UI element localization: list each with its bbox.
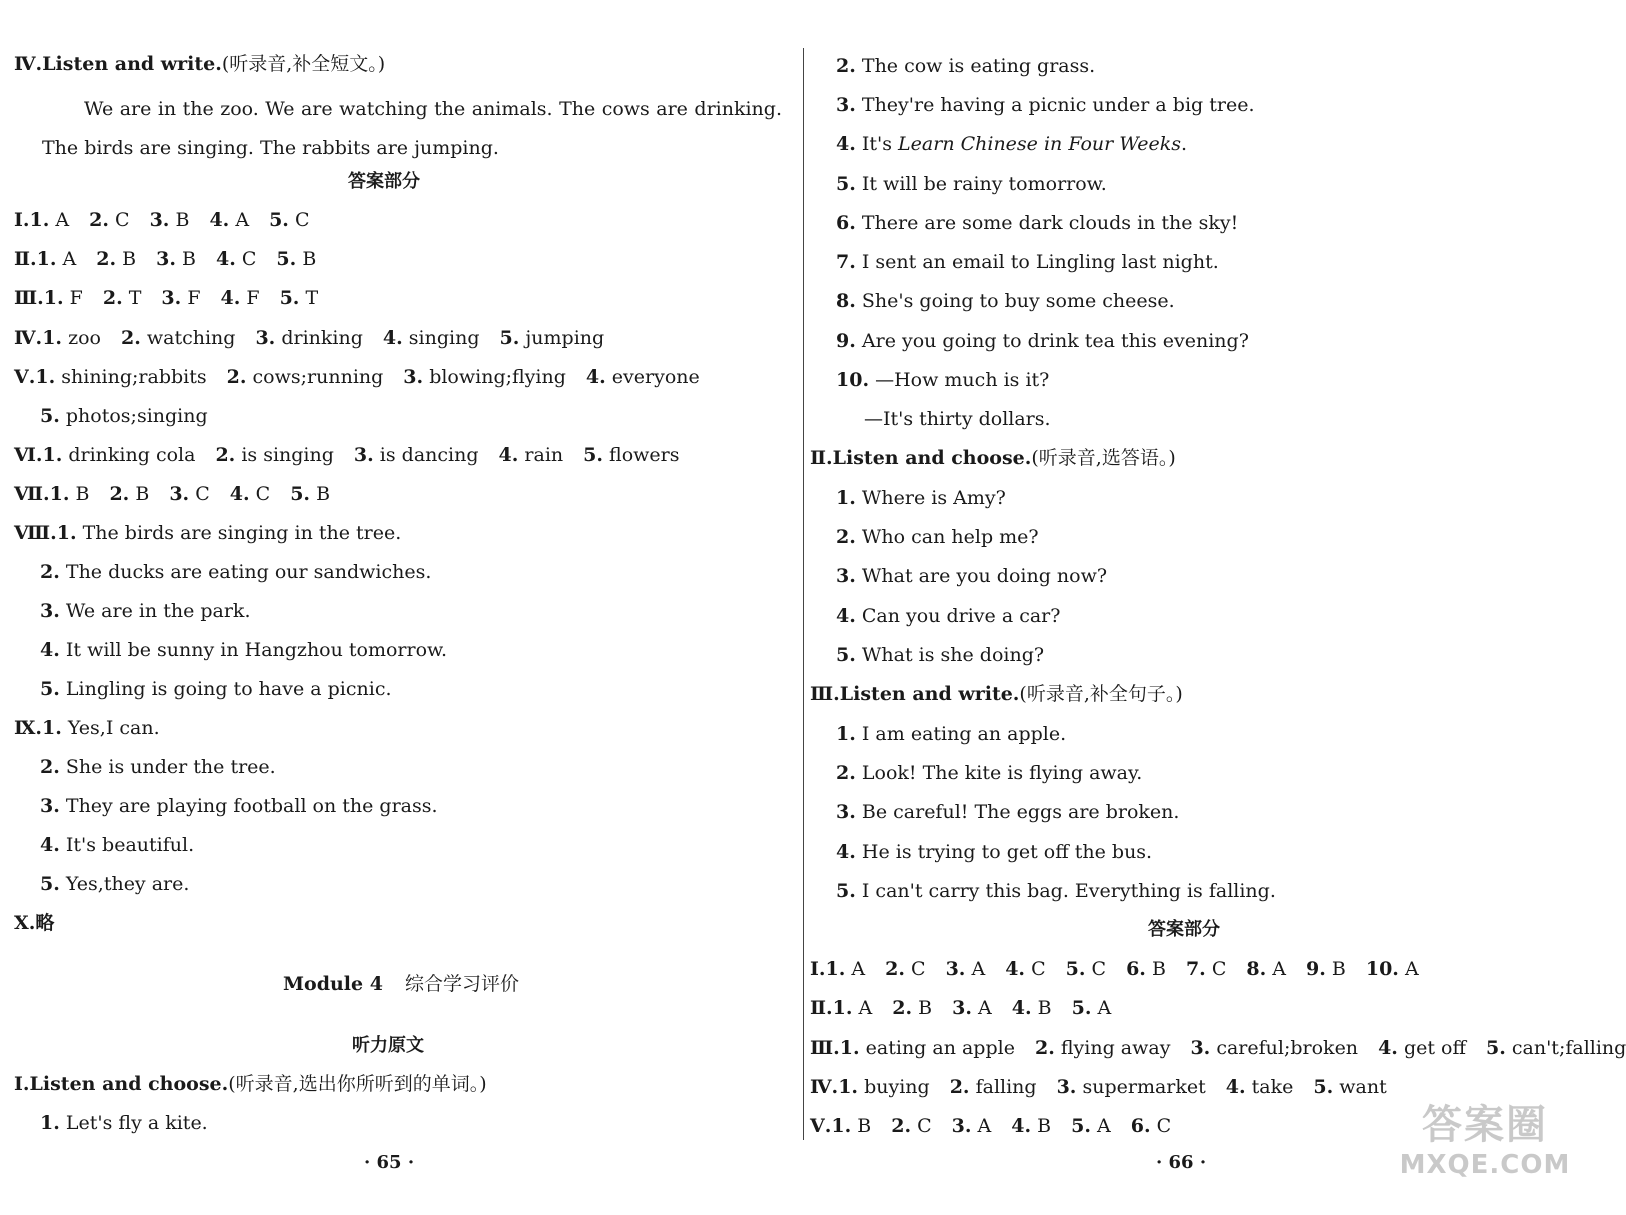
answer-line: 4. It will be sunny in Hangzhou tomorrow. (40, 639, 448, 661)
answer-number: 9. (1306, 958, 1326, 980)
answer-number: 1. (838, 1076, 859, 1098)
answer-value: A (1097, 1115, 1111, 1137)
answer-value: C (255, 483, 271, 505)
answer-number: 2. (949, 1076, 970, 1098)
roman-numeral: Ⅴ. (14, 366, 36, 388)
answer-number: 3. (255, 327, 276, 349)
listening-line: 1. Let's fly a kite. (40, 1112, 208, 1134)
answer-number: 3. (156, 248, 176, 270)
answer-value: photos;singing (65, 405, 208, 427)
answer-value: shining;rabbits (61, 366, 207, 388)
answer-number: 1. (42, 327, 63, 349)
listening-line: 3. They're having a picnic under a big tree. (836, 94, 1255, 116)
answer-number: 1. (42, 444, 63, 466)
listening-line: 10. —How much is it? (836, 369, 1050, 391)
answer-number: 5. (1313, 1076, 1334, 1098)
answer-number: 2. (892, 997, 913, 1019)
answer-number: 2. (215, 444, 236, 466)
listening-line: 7. I sent an email to Lingling last night. (836, 251, 1219, 273)
answer-value: C (917, 1115, 932, 1137)
answer-value: A (1404, 958, 1419, 980)
answer-value: B (182, 248, 196, 270)
answer-value: is dancing (379, 444, 479, 466)
listening-line: 9. Are you going to drink tea this evening? (836, 330, 1249, 352)
answer-value: B (175, 209, 190, 231)
answer-value: get off (1403, 1037, 1466, 1059)
answer-row (14, 286, 318, 310)
answer-number: 5. (1071, 997, 1092, 1019)
answer-value: jumping (525, 327, 605, 349)
answer-value: falling (975, 1076, 1037, 1098)
listening-line: 1. Where is Amy? (836, 487, 1006, 509)
answer-line: 5. Yes,they are. (40, 873, 190, 895)
roman-numeral: Ⅲ. (810, 1037, 840, 1059)
answer-value: C (911, 958, 926, 980)
answer-number: 5. (1071, 1115, 1091, 1137)
roman-numeral: Ⅰ. (14, 209, 30, 231)
answer-number: 3. (161, 287, 182, 309)
answer-number: 1. (49, 483, 70, 505)
answer-number: 3. (149, 209, 170, 231)
answer-value: F (69, 287, 83, 309)
section-i-heading: Ⅰ.Listen and choose.(听录音,选出你所听到的单词。) (14, 1073, 487, 1095)
answer-number: 3. (169, 483, 190, 505)
answer-value: A (55, 209, 70, 231)
answer-number: 7. (1185, 958, 1206, 980)
answer-row (810, 1036, 1626, 1060)
answer-number: 5. (276, 248, 297, 270)
answer-value: buying (864, 1076, 930, 1098)
answer-value: A (62, 248, 77, 270)
answer-line: 3. They are playing football on the grass. (40, 795, 438, 817)
answer-value: zoo (68, 327, 101, 349)
listening-line: 4. He is trying to get off the bus. (836, 841, 1153, 863)
answer-value: A (1272, 958, 1286, 980)
section-ii-heading: Ⅱ.Listen and choose.(听录音,选答语。) (810, 447, 1176, 469)
answer-number: 3. (951, 1115, 972, 1137)
answer-row (40, 404, 208, 428)
listening-line: —It's thirty dollars. (864, 408, 1051, 430)
answer-number: 3. (1190, 1037, 1211, 1059)
answer-value: take (1251, 1076, 1294, 1098)
answer-row (14, 365, 700, 389)
answer-value: B (1151, 958, 1166, 980)
answer-number: 2. (109, 483, 130, 505)
answer-number: 4. (498, 444, 519, 466)
page-number: · 66 · (1156, 1152, 1207, 1173)
listening-line: 5. I can't carry this bag. Everything is falling. (836, 880, 1276, 902)
answer-line: 2. She is under the tree. (40, 756, 276, 778)
answer-line: 4. It's beautiful. (40, 834, 195, 856)
answer-row (810, 996, 1111, 1020)
answer-number: 2. (891, 1115, 912, 1137)
answer-value: C (115, 209, 130, 231)
answer-row (810, 1075, 1387, 1099)
answer-value: eating an apple (865, 1037, 1015, 1059)
answer-number: 4. (209, 209, 230, 231)
answer-number: 3. (952, 997, 972, 1019)
answer-row (14, 208, 310, 232)
answer-line: Ⅷ.1. The birds are singing in the tree. (14, 522, 402, 544)
answer-value: rain (524, 444, 564, 466)
answer-value: C (294, 209, 310, 231)
answer-value: everyone (611, 366, 700, 388)
section-iv-heading: Ⅳ.Listen and write.(听录音,补全短文。) (14, 53, 386, 75)
listening-line: 5. It will be rainy tomorrow. (836, 173, 1107, 195)
answer-row (810, 1114, 1171, 1138)
listening-line: 8. She's going to buy some cheese. (836, 290, 1175, 312)
listening-heading: 听力原文 (352, 1035, 424, 1056)
answer-value: T (305, 287, 319, 309)
answer-number: 1. (832, 997, 853, 1019)
answer-number: 4. (585, 366, 606, 388)
answer-value: flying away (1060, 1037, 1171, 1059)
answer-value: F (187, 287, 201, 309)
answer-number: 4. (382, 327, 403, 349)
answer-number: 5. (583, 444, 603, 466)
answer-value: B (1331, 958, 1346, 980)
answer-number: 2. (102, 287, 123, 309)
answer-number: 5. (40, 405, 60, 427)
section-x-answer: Ⅹ.略 (14, 912, 55, 934)
answer-number: 5. (1485, 1037, 1506, 1059)
answer-number: 3. (945, 958, 966, 980)
answer-value: B (1037, 1115, 1052, 1137)
answer-number: 1. (825, 958, 846, 980)
answer-value: want (1339, 1076, 1387, 1098)
answer-number: 2. (120, 327, 141, 349)
answer-row (14, 443, 679, 467)
page-number: · 65 · (364, 1152, 415, 1173)
answer-value: C (1091, 958, 1107, 980)
listening-line: 4. It's Learn Chinese in Four Weeks. (836, 133, 1188, 155)
answer-value: is singing (241, 444, 334, 466)
answer-value: B (302, 248, 317, 270)
answer-value: A (858, 997, 873, 1019)
answer-number: 5. (499, 327, 520, 349)
answer-number: 2. (1034, 1037, 1055, 1059)
answer-number: 5. (269, 209, 289, 231)
answer-value: watching (146, 327, 236, 349)
answer-number: 3. (403, 366, 424, 388)
answer-value: C (1211, 958, 1227, 980)
answer-number: 6. (1126, 958, 1146, 980)
answer-value: B (135, 483, 150, 505)
listening-line: 2. Who can help me? (836, 526, 1039, 548)
answer-value: B (918, 997, 933, 1019)
answer-number: 2. (885, 958, 905, 980)
answer-value: A (851, 958, 866, 980)
roman-numeral: Ⅴ. (810, 1115, 832, 1137)
answer-number: 2. (96, 248, 117, 270)
answer-line: 2. The ducks are eating our sandwiches. (40, 561, 432, 583)
listening-line: 2. The cow is eating grass. (836, 55, 1096, 77)
answer-value: careful;broken (1216, 1037, 1359, 1059)
answer-number: 4. (1011, 997, 1032, 1019)
answer-line: 5. Lingling is going to have a picnic. (40, 678, 392, 700)
answer-number: 5. (1065, 958, 1086, 980)
roman-numeral: Ⅳ. (810, 1076, 839, 1098)
answer-value: B (1037, 997, 1052, 1019)
roman-numeral: Ⅳ. (14, 327, 43, 349)
roman-numeral: Ⅲ. (14, 287, 44, 309)
answer-value: A (235, 209, 250, 231)
answer-number: 4. (215, 248, 236, 270)
answer-number: 5. (290, 483, 311, 505)
answer-row (14, 326, 604, 350)
answer-value: drinking (281, 327, 363, 349)
listening-line: 3. Be careful! The eggs are broken. (836, 801, 1180, 823)
listening-line: 1. I am eating an apple. (836, 723, 1067, 745)
answer-value: C (1031, 958, 1046, 980)
answer-number: 4. (1225, 1076, 1246, 1098)
answer-number: 4. (1011, 1115, 1032, 1137)
answer-number: 4. (1378, 1037, 1398, 1059)
listening-line: 2. Look! The kite is flying away. (836, 762, 1143, 784)
answer-value: singing (408, 327, 480, 349)
answer-value: A (971, 958, 986, 980)
answer-number: 1. (839, 1037, 860, 1059)
answer-line: Ⅸ.1. Yes,I can. (14, 717, 160, 739)
left-page (0, 0, 790, 1215)
answer-number: 2. (226, 366, 247, 388)
answer-number: 6. (1130, 1115, 1151, 1137)
answer-number: 3. (353, 444, 374, 466)
column-divider (803, 48, 804, 1140)
right-page (810, 0, 1626, 1215)
module-title: Module 4 综合学习评价 (283, 973, 519, 995)
answer-value: B (316, 483, 331, 505)
listening-line: 4. Can you drive a car? (836, 605, 1061, 627)
answer-value: C (241, 248, 257, 270)
answer-value: A (977, 1115, 992, 1137)
answers-heading: 答案部分 (348, 171, 420, 192)
answer-number: 8. (1246, 958, 1267, 980)
listening-paragraph: We are in the zoo. We are watching the animals. The cows are drinking. The birds are singing. The rabbits are jumping. (42, 98, 782, 159)
answer-value: B (857, 1115, 872, 1137)
answer-value: cows;running (252, 366, 384, 388)
roman-numeral: Ⅱ. (810, 997, 833, 1019)
answer-number: 4. (220, 287, 241, 309)
answer-row (810, 957, 1419, 981)
answer-row (14, 247, 316, 271)
answer-value: F (246, 287, 260, 309)
section-iii-heading: Ⅲ.Listen and write.(听录音,补全句子。) (810, 683, 1183, 705)
answer-number: 1. (29, 209, 50, 231)
answer-number: 4. (229, 483, 250, 505)
roman-numeral: Ⅱ. (14, 248, 37, 270)
answer-row (14, 482, 330, 506)
answer-number: 5. (279, 287, 300, 309)
answer-number: 3. (1056, 1076, 1077, 1098)
answer-number: 2. (89, 209, 109, 231)
answer-value: B (75, 483, 90, 505)
answer-number: 4. (1005, 958, 1026, 980)
answer-value: drinking cola (68, 444, 196, 466)
answer-value: flowers (609, 444, 680, 466)
listening-line: 3. What are you doing now? (836, 565, 1108, 587)
listening-line: 6. There are some dark clouds in the sky! (836, 212, 1239, 234)
roman-numeral: Ⅰ. (810, 958, 826, 980)
answer-value: blowing;flying (429, 366, 566, 388)
answer-number: 1. (36, 248, 57, 270)
answer-value: supermarket (1082, 1076, 1206, 1098)
answer-number: 1. (35, 366, 56, 388)
site-watermark-logo: 答案圈 MXQE.COM (1399, 1102, 1571, 1180)
answer-value: T (128, 287, 142, 309)
roman-numeral: Ⅶ. (14, 483, 50, 505)
answer-value: C (195, 483, 210, 505)
answer-value: C (1156, 1115, 1172, 1137)
answer-number: 10. (1365, 958, 1399, 980)
answer-value: A (1097, 997, 1112, 1019)
answer-number: 1. (831, 1115, 852, 1137)
roman-numeral: Ⅵ. (14, 444, 43, 466)
answer-value: A (978, 997, 992, 1019)
answer-value: can't;falling (1511, 1037, 1626, 1059)
answer-value: B (122, 248, 137, 270)
answer-line: 3. We are in the park. (40, 600, 251, 622)
answer-number: 1. (43, 287, 64, 309)
listening-line: 5. What is she doing? (836, 644, 1045, 666)
answers-heading: 答案部分 (1148, 919, 1220, 940)
